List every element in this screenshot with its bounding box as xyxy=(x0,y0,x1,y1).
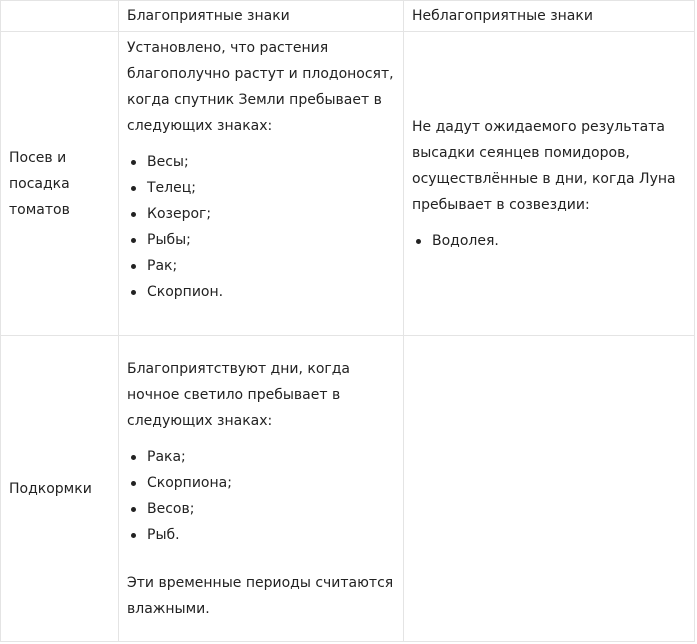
unfavorable-signs-list-sowing xyxy=(412,228,686,254)
table-header-row xyxy=(1,1,695,32)
unfavorable-intro-sowing: Не дадут ожидаемого результата высадки сеянцев помидоров, осуществлённые в дни, когда Луна пребывает в созвездии: xyxy=(412,118,676,213)
favorable-cell-feeding xyxy=(119,336,404,642)
favorable-intro-sowing: Установлено, что растения благополучно растут и плодоносят, когда спутник Земли пребывает в следующих знаках: xyxy=(127,40,394,134)
list-item: Рыбы; xyxy=(127,227,395,253)
list-item: Козерог; xyxy=(127,201,395,227)
favorable-signs-list-sowing xyxy=(127,149,395,305)
header-empty-cell xyxy=(1,1,119,32)
list-item: Рыб. xyxy=(127,522,395,548)
table-row-sowing xyxy=(1,32,695,336)
list-item: Весов; xyxy=(127,496,395,522)
row-label-sowing: Посев и посадка томатов xyxy=(1,32,119,336)
list-item: Весы; xyxy=(127,149,395,175)
table-row-feeding xyxy=(1,336,695,642)
list-item: Рака; xyxy=(127,444,395,470)
favorable-intro-feeding: Благоприятствуют дни, когда ночное светило пребывает в следующих знаках: xyxy=(127,360,351,429)
row-label-feeding: Подкормки xyxy=(1,336,119,642)
list-item: Рак; xyxy=(127,253,395,279)
favorable-note-feeding: Эти временные периоды считаются влажными. xyxy=(127,574,394,617)
list-item: Скорпиона; xyxy=(127,470,395,496)
favorable-signs-list-feeding xyxy=(127,444,395,548)
list-item: Скорпион. xyxy=(127,279,395,305)
unfavorable-cell-feeding xyxy=(404,336,695,642)
favorable-cell-sowing xyxy=(119,32,404,336)
header-favorable-signs: Благоприятные знаки xyxy=(119,1,404,32)
header-unfavorable-signs: Неблагоприятные знаки xyxy=(404,1,695,32)
unfavorable-cell-sowing xyxy=(404,32,695,336)
list-item: Водолея. xyxy=(412,228,686,254)
list-item: Телец; xyxy=(127,175,395,201)
